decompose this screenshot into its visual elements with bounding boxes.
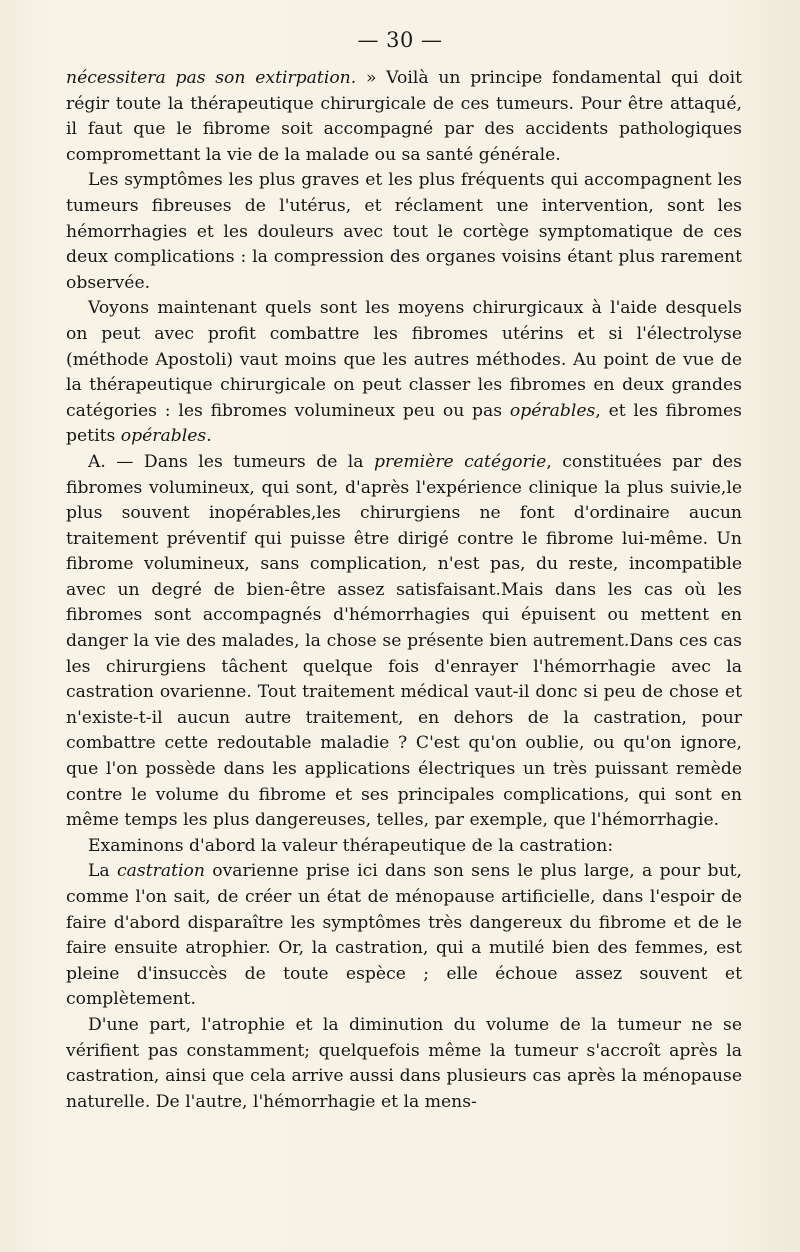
text-run: , constituées par des fibromes volumineux, qui sont, d'après l'expérience clinique la plus suivie,le plus souvent inopérables,les chirurgiens ne font d'ordinaire aucun traitement préventif qui puisse être dirigé contre le fibrome lui-même. Un fibrome volumineux, sans complication, n'est pas, du reste, incompatible avec un degré de bien-être assez satisfaisant.Mais dans les cas où les fibromes sont accompagnés d'hémorrhagies qui épuisent ou mettent en danger la vie des malades, la chose se présente bien autrement.Dans ces cas les chirurgiens tâchent quelque fois d'enrayer l'hémorrhagie avec la castration ovarienne. Tout traitement médical vaut-il donc si peu de chose et n'existe-t-il aucun autre traitement, en dehors de la castration, pour combattre cette redoutable maladie ? C'est qu'on oublie, ou qu'on ignore, que l'on possède dans les applications électriques un très puissant remède contre le volume du fibrome et ses principales complications, qui sont en même temps les plus dangereuses, telles, par exemple, que l'hémorrhagie. — [66, 451, 742, 831]
paragraph — [66, 1013, 742, 1115]
text-run: , et les fibromes petits — [66, 400, 742, 447]
text-run: La — [88, 861, 117, 882]
page-number: — 30 — — [357, 28, 443, 52]
text-run-italic: castration — [117, 861, 205, 882]
text-run-italic: nécessitera pas son extirpation. — [66, 68, 357, 88]
paragraph — [66, 834, 742, 860]
body-text — [66, 66, 742, 1115]
text-run: Examinons d'abord la valeur thérapeutique de la castration: — [88, 835, 614, 856]
paragraph — [66, 66, 742, 168]
text-run: Voyons maintenant quels sont les moyens chirurgicaux à l'aide desquels on peut avec profit combattre les fibromes utérins et si l'électrolyse (méthode Apostoli) vaut moins que les autres méthodes. Au point de vue de la thérapeutique chirurgicale on peut classer les fibromes en deux grandes catégories : les fibromes volumineux peu ou pas — [66, 298, 742, 421]
text-run-italic: opérables — [509, 400, 596, 421]
paragraph — [66, 450, 742, 834]
paragraph — [66, 168, 742, 296]
paragraph — [66, 859, 742, 1013]
text-run-italic: opérables — [120, 426, 207, 447]
paragraph — [66, 296, 742, 450]
text-run: . — [206, 426, 212, 447]
text-run: D'une part, l'atrophie et la diminution du volume de la tumeur ne se vérifient pas constamment; quelquefois même la tumeur s'accroît après la castration, ainsi que cela arrive aussi dans plusieurs cas après la ménopause naturelle. De l'autre, l'hémorrhagie et la mens- — [66, 1014, 742, 1112]
text-run: » Voilà un principe fondamental qui doit régir toute la thérapeutique chirurgicale de ces tumeurs. Pour être attaqué, il faut que le fibrome soit accompagné par des accidents pathologiques compromettant la vie de la malade ou sa santé générale. — [66, 68, 742, 165]
text-run: A. — Dans les tumeurs de la — [88, 451, 374, 472]
text-run-italic: première catégorie — [373, 451, 547, 472]
text-run: ovarienne prise ici dans son sens le plus large, a pour but, comme l'on sait, de créer un état de ménopause artificielle, dans l'espoir de faire d'abord disparaître les symptômes très dangereux du fibrome et de le faire ensuite atrophier. Or, la castration, qui a mutilé bien des femmes, est pleine d'insuccès de toute espèce ; elle échoue assez souvent et complètement. — [66, 861, 742, 1010]
text-run: Les symptômes les plus graves et les plus fréquents qui accompagnent les tumeurs fibreuses de l'utérus, et réclament une intervention, sont les hémorrhagies et les douleurs avec tout le cortège symptomatique de ces deux complications : la compression des organes voisins étant plus rarement observée. — [66, 170, 742, 293]
